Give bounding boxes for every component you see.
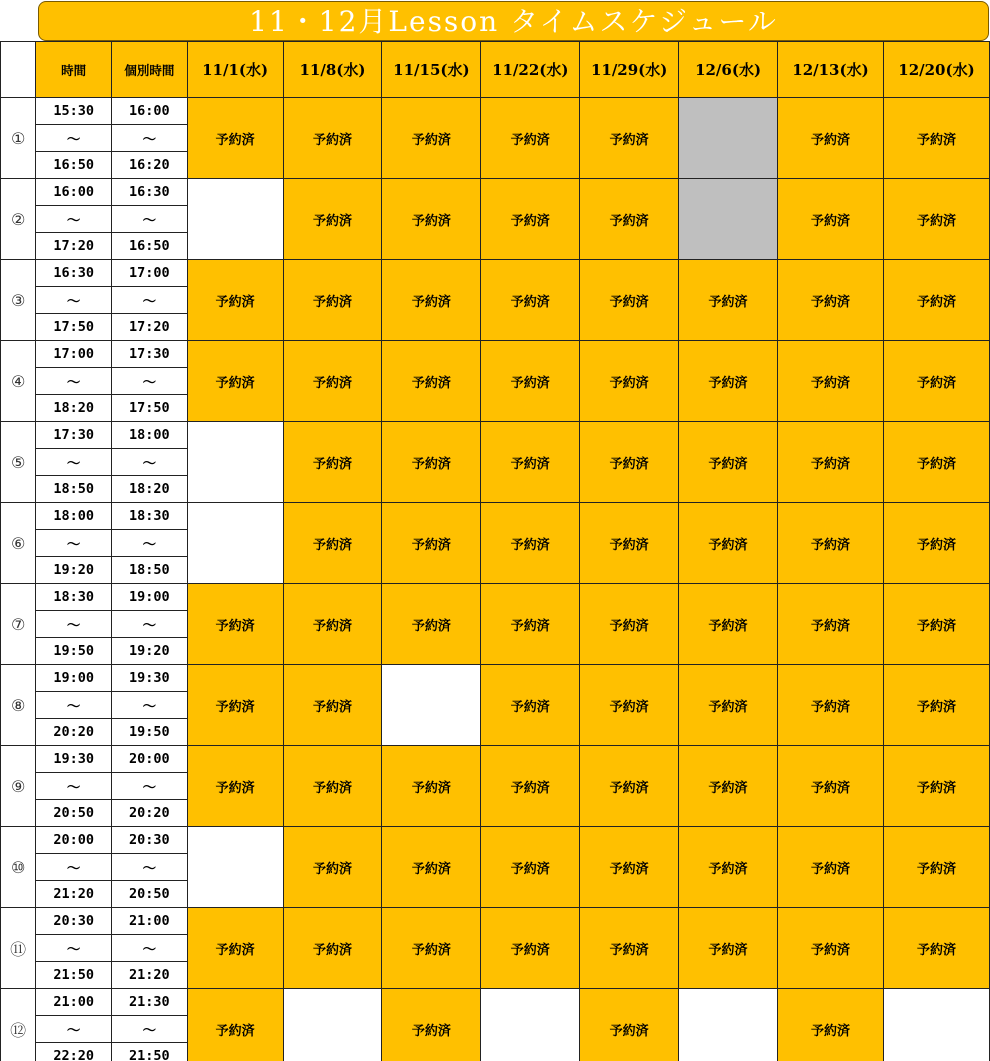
tilde: ～ [36, 368, 112, 395]
start-time: 18:30 [36, 584, 112, 611]
tilde: ～ [112, 611, 188, 638]
reservation-slot-booked: 予約済 [283, 260, 382, 341]
tilde: ～ [36, 854, 112, 881]
slot-number: ⑦ [1, 584, 36, 665]
tilde: ～ [36, 692, 112, 719]
individual-start-time: 21:30 [112, 989, 188, 1016]
reservation-slot-booked: 予約済 [382, 341, 481, 422]
individual-end-time: 19:50 [112, 719, 188, 746]
slot-number: ⑥ [1, 503, 36, 584]
reservation-slot-booked: 予約済 [187, 908, 283, 989]
reservation-slot-booked: 予約済 [481, 746, 580, 827]
slot-number: ② [1, 179, 36, 260]
header-date: 12/13(水) [778, 42, 884, 98]
reservation-slot-booked: 予約済 [580, 665, 679, 746]
reservation-slot-booked: 予約済 [382, 746, 481, 827]
reservation-slot-open[interactable] [187, 422, 283, 503]
header-corner [1, 42, 36, 98]
slot-number: ⑪ [1, 908, 36, 989]
start-time: 17:00 [36, 341, 112, 368]
header-time: 時間 [36, 42, 112, 98]
reservation-slot-booked: 予約済 [187, 341, 283, 422]
end-time: 17:20 [36, 233, 112, 260]
slot-row [1, 665, 990, 692]
reservation-slot-booked: 予約済 [382, 422, 481, 503]
individual-end-time: 16:20 [112, 152, 188, 179]
tilde: ～ [36, 1016, 112, 1043]
reservation-slot-open[interactable] [382, 665, 481, 746]
reservation-slot-booked: 予約済 [283, 341, 382, 422]
reservation-slot-booked: 予約済 [481, 584, 580, 665]
tilde: ～ [112, 935, 188, 962]
reservation-slot-booked: 予約済 [283, 746, 382, 827]
header-date: 11/22(水) [481, 42, 580, 98]
reservation-slot-booked: 予約済 [778, 908, 884, 989]
reservation-slot-booked: 予約済 [883, 503, 989, 584]
reservation-slot-booked: 予約済 [580, 827, 679, 908]
reservation-slot-booked: 予約済 [187, 260, 283, 341]
tilde: ～ [36, 125, 112, 152]
individual-start-time: 16:30 [112, 179, 188, 206]
reservation-slot-booked: 予約済 [580, 584, 679, 665]
reservation-slot-booked: 予約済 [778, 422, 884, 503]
header-date: 11/8(水) [283, 42, 382, 98]
tilde: ～ [112, 530, 188, 557]
reservation-slot-booked: 予約済 [778, 98, 884, 179]
reservation-slot-booked: 予約済 [382, 584, 481, 665]
individual-start-time: 20:30 [112, 827, 188, 854]
reservation-slot-open[interactable] [679, 989, 778, 1061]
start-time: 16:30 [36, 260, 112, 287]
individual-start-time: 19:30 [112, 665, 188, 692]
reservation-slot-booked: 予約済 [883, 98, 989, 179]
slot-row [1, 341, 990, 368]
reservation-slot-booked: 予約済 [679, 908, 778, 989]
reservation-slot-booked: 予約済 [679, 260, 778, 341]
slot-number: ⑫ [1, 989, 36, 1061]
reservation-slot-booked: 予約済 [283, 908, 382, 989]
reservation-slot-closed [679, 179, 778, 260]
reservation-slot-open[interactable] [481, 989, 580, 1061]
end-time: 22:20 [36, 1043, 112, 1061]
reservation-slot-booked: 予約済 [283, 665, 382, 746]
reservation-slot-booked: 予約済 [481, 908, 580, 989]
tilde: ～ [112, 287, 188, 314]
reservation-slot-booked: 予約済 [187, 746, 283, 827]
reservation-slot-booked: 予約済 [778, 503, 884, 584]
schedule-table [0, 41, 990, 1061]
slot-row [1, 827, 990, 854]
reservation-slot-booked: 予約済 [778, 989, 884, 1061]
slot-number: ③ [1, 260, 36, 341]
reservation-slot-booked: 予約済 [283, 584, 382, 665]
reservation-slot-booked: 予約済 [187, 584, 283, 665]
reservation-slot-booked: 予約済 [382, 260, 481, 341]
tilde: ～ [36, 773, 112, 800]
reservation-slot-booked: 予約済 [283, 503, 382, 584]
individual-start-time: 18:00 [112, 422, 188, 449]
slot-number: ⑤ [1, 422, 36, 503]
individual-start-time: 18:30 [112, 503, 188, 530]
reservation-slot-booked: 予約済 [382, 989, 481, 1061]
reservation-slot-open[interactable] [187, 827, 283, 908]
individual-end-time: 20:20 [112, 800, 188, 827]
slot-number: ① [1, 98, 36, 179]
slot-row [1, 260, 990, 287]
end-time: 18:50 [36, 476, 112, 503]
reservation-slot-booked: 予約済 [382, 179, 481, 260]
reservation-slot-booked: 予約済 [283, 98, 382, 179]
individual-end-time: 18:50 [112, 557, 188, 584]
tilde: ～ [112, 368, 188, 395]
reservation-slot-booked: 予約済 [481, 98, 580, 179]
reservation-slot-booked: 予約済 [580, 341, 679, 422]
reservation-slot-booked: 予約済 [679, 746, 778, 827]
header-row [1, 42, 990, 98]
reservation-slot-booked: 予約済 [382, 827, 481, 908]
reservation-slot-booked: 予約済 [778, 341, 884, 422]
slot-row [1, 503, 990, 530]
reservation-slot-booked: 予約済 [883, 584, 989, 665]
slot-row [1, 908, 990, 935]
reservation-slot-booked: 予約済 [778, 179, 884, 260]
start-time: 19:00 [36, 665, 112, 692]
header-date: 11/15(水) [382, 42, 481, 98]
reservation-slot-booked: 予約済 [580, 422, 679, 503]
end-time: 17:50 [36, 314, 112, 341]
schedule-title: 11・12月Lesson タイムスケジュール [38, 1, 989, 41]
start-time: 15:30 [36, 98, 112, 125]
reservation-slot-booked: 予約済 [481, 503, 580, 584]
reservation-slot-open[interactable] [883, 989, 989, 1061]
reservation-slot-booked: 予約済 [778, 746, 884, 827]
tilde: ～ [36, 935, 112, 962]
individual-start-time: 16:00 [112, 98, 188, 125]
header-individual-time: 個別時間 [112, 42, 188, 98]
reservation-slot-booked: 予約済 [679, 665, 778, 746]
header-date: 11/29(水) [580, 42, 679, 98]
reservation-slot-booked: 予約済 [778, 260, 884, 341]
reservation-slot-booked: 予約済 [481, 260, 580, 341]
reservation-slot-booked: 予約済 [481, 827, 580, 908]
reservation-slot-booked: 予約済 [778, 827, 884, 908]
start-time: 20:30 [36, 908, 112, 935]
end-time: 19:50 [36, 638, 112, 665]
tilde: ～ [36, 206, 112, 233]
tilde: ～ [112, 773, 188, 800]
reservation-slot-booked: 予約済 [883, 908, 989, 989]
reservation-slot-open[interactable] [283, 989, 382, 1061]
tilde: ～ [112, 125, 188, 152]
slot-row [1, 584, 990, 611]
reservation-slot-booked: 予約済 [481, 179, 580, 260]
individual-start-time: 17:30 [112, 341, 188, 368]
slot-number: ⑩ [1, 827, 36, 908]
slot-row [1, 746, 990, 773]
slot-row [1, 179, 990, 206]
individual-end-time: 17:50 [112, 395, 188, 422]
individual-start-time: 20:00 [112, 746, 188, 773]
start-time: 20:00 [36, 827, 112, 854]
tilde: ～ [112, 206, 188, 233]
reservation-slot-booked: 予約済 [580, 260, 679, 341]
start-time: 17:30 [36, 422, 112, 449]
slot-number: ⑧ [1, 665, 36, 746]
tilde: ～ [112, 449, 188, 476]
reservation-slot-booked: 予約済 [580, 179, 679, 260]
individual-start-time: 19:00 [112, 584, 188, 611]
reservation-slot-booked: 予約済 [679, 584, 778, 665]
reservation-slot-booked: 予約済 [679, 341, 778, 422]
tilde: ～ [112, 692, 188, 719]
end-time: 19:20 [36, 557, 112, 584]
end-time: 20:50 [36, 800, 112, 827]
reservation-slot-booked: 予約済 [580, 989, 679, 1061]
slot-row [1, 989, 990, 1016]
reservation-slot-booked: 予約済 [187, 98, 283, 179]
reservation-slot-open[interactable] [187, 179, 283, 260]
reservation-slot-booked: 予約済 [283, 827, 382, 908]
reservation-slot-booked: 予約済 [382, 503, 481, 584]
slot-row [1, 422, 990, 449]
reservation-slot-booked: 予約済 [187, 989, 283, 1061]
individual-end-time: 17:20 [112, 314, 188, 341]
reservation-slot-booked: 予約済 [283, 179, 382, 260]
reservation-slot-booked: 予約済 [580, 98, 679, 179]
end-time: 16:50 [36, 152, 112, 179]
tilde: ～ [36, 287, 112, 314]
header-date: 11/1(水) [187, 42, 283, 98]
tilde: ～ [36, 449, 112, 476]
reservation-slot-booked: 予約済 [481, 341, 580, 422]
reservation-slot-booked: 予約済 [883, 422, 989, 503]
reservation-slot-closed [679, 98, 778, 179]
tilde: ～ [36, 530, 112, 557]
end-time: 20:20 [36, 719, 112, 746]
individual-end-time: 18:20 [112, 476, 188, 503]
reservation-slot-booked: 予約済 [382, 908, 481, 989]
end-time: 21:20 [36, 881, 112, 908]
individual-end-time: 19:20 [112, 638, 188, 665]
individual-start-time: 17:00 [112, 260, 188, 287]
reservation-slot-booked: 予約済 [883, 827, 989, 908]
header-date: 12/6(水) [679, 42, 778, 98]
end-time: 18:20 [36, 395, 112, 422]
reservation-slot-booked: 予約済 [481, 665, 580, 746]
reservation-slot-booked: 予約済 [481, 422, 580, 503]
reservation-slot-booked: 予約済 [883, 179, 989, 260]
reservation-slot-booked: 予約済 [883, 260, 989, 341]
slot-number: ⑨ [1, 746, 36, 827]
individual-start-time: 21:00 [112, 908, 188, 935]
reservation-slot-booked: 予約済 [778, 584, 884, 665]
reservation-slot-booked: 予約済 [679, 827, 778, 908]
reservation-slot-booked: 予約済 [778, 665, 884, 746]
reservation-slot-booked: 予約済 [382, 98, 481, 179]
start-time: 18:00 [36, 503, 112, 530]
slot-row [1, 98, 990, 125]
start-time: 21:00 [36, 989, 112, 1016]
tilde: ～ [36, 611, 112, 638]
reservation-slot-booked: 予約済 [883, 746, 989, 827]
start-time: 19:30 [36, 746, 112, 773]
reservation-slot-booked: 予約済 [580, 908, 679, 989]
reservation-slot-booked: 予約済 [679, 422, 778, 503]
end-time: 21:50 [36, 962, 112, 989]
individual-end-time: 20:50 [112, 881, 188, 908]
reservation-slot-open[interactable] [187, 503, 283, 584]
tilde: ～ [112, 1016, 188, 1043]
reservation-slot-booked: 予約済 [580, 503, 679, 584]
slot-number: ④ [1, 341, 36, 422]
reservation-slot-booked: 予約済 [883, 665, 989, 746]
reservation-slot-booked: 予約済 [679, 503, 778, 584]
start-time: 16:00 [36, 179, 112, 206]
reservation-slot-booked: 予約済 [883, 341, 989, 422]
individual-end-time: 21:20 [112, 962, 188, 989]
reservation-slot-booked: 予約済 [580, 746, 679, 827]
individual-end-time: 21:50 [112, 1043, 188, 1061]
reservation-slot-booked: 予約済 [187, 665, 283, 746]
reservation-slot-booked: 予約済 [283, 422, 382, 503]
individual-end-time: 16:50 [112, 233, 188, 260]
header-date: 12/20(水) [883, 42, 989, 98]
tilde: ～ [112, 854, 188, 881]
